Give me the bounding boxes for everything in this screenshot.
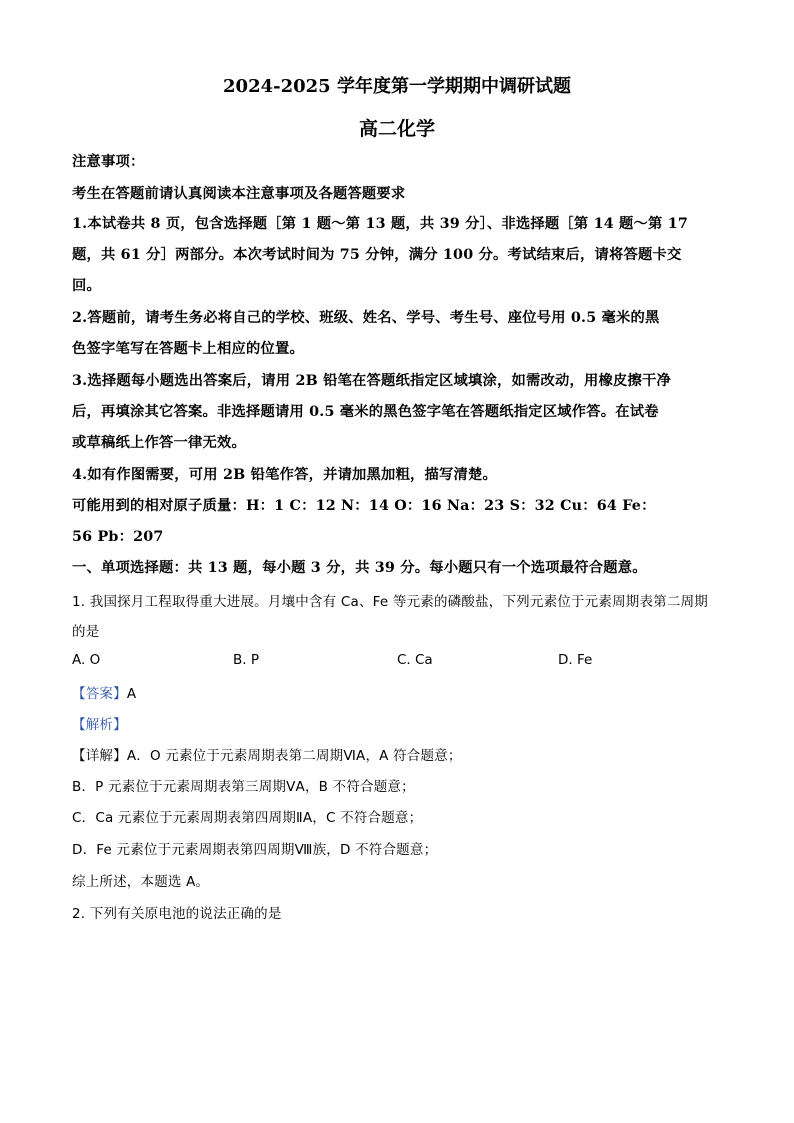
q1-option-b: B. P	[233, 652, 259, 668]
notice-heading: 注意事项：	[72, 154, 145, 170]
q1-option-c: C. Ca	[397, 652, 433, 668]
exam-subject: 高二化学	[358, 118, 435, 140]
exam-title: 2024-2025 学年度第一学期期中调研试题	[223, 76, 571, 97]
q2-stem: 2. 下列有关原电池的说法正确的是	[72, 906, 282, 922]
q1-option-d: D. Fe	[558, 652, 593, 668]
notice-intro: 考生在答题前请认真阅读本注意事项及各题答题要求	[72, 186, 406, 202]
q1-detail-line: D．Fe 元素位于元素周期表第四周期Ⅷ族，D 不符合题意；	[72, 842, 438, 858]
notice-line: 题，共 61 分］两部分。本次考试时间为 75 分钟，满分 100 分。考试结束后，请将答题卡交	[72, 247, 682, 263]
q1-detail-line: C．Ca 元素位于元素周期表第四周期ⅡA，C 不符合题意；	[72, 810, 423, 826]
notice-line: 3.选择题每小题选出答案后，请用 2B 铅笔在答题纸指定区域填涂，如需改动，用橡皮擦干净	[72, 373, 671, 389]
notice-line: 色签字笔写在答题卡上相应的位置。	[72, 341, 304, 357]
notice-line: 后，再填涂其它答案。非选择题请用 0.5 毫米的黑色签字笔在答题纸指定区域作答。在试卷	[72, 404, 659, 420]
analysis-tag: 【解析】	[72, 717, 127, 733]
notice-line: 4.如有作图需要，可用 2B 铅笔作答，并请加黑加粗，描写清楚。	[72, 467, 498, 483]
answer-value: A	[126, 686, 137, 702]
q1-option-a: A. O	[72, 652, 101, 668]
notice-line: 或草稿纸上作答一律无效。	[72, 435, 246, 451]
section-heading: 一、单项选择题：共 13 题，每小题 3 分，共 39 分。每小题只有一个选项最符合题意。	[72, 560, 647, 576]
q1-analysis-heading	[72, 713, 127, 733]
detail-text: A．O 元素位于元素周期表第二周期ⅥA，A 符合题意；	[126, 748, 462, 764]
q1-detail-line: B．P 元素位于元素周期表第三周期ⅤA，B 不符合题意；	[72, 779, 415, 795]
atomic-masses-line2: 56 Pb：207	[72, 529, 164, 545]
notice-line: 回。	[72, 278, 101, 294]
answer-tag: 【答案】	[72, 686, 127, 702]
atomic-masses-line1: 可能用到的相对原子质量：H：1 C：12 N：14 O：16 Na：23 S：32 Cu：64 Fe：	[72, 498, 656, 514]
notice-line: 2.答题前，请考生务必将自己的学校、班级、姓名、学号、考生号、座位号用 0.5 毫米的黑	[72, 310, 660, 326]
q1-conclusion: 综上所述，本题选 A。	[72, 874, 210, 890]
notice-line: 1.本试卷共 8 页，包含选择题［第 1 题～第 13 题，共 39 分］、非选择题［第 14 题～第 17	[72, 216, 689, 232]
detail-tag: 【详解】	[72, 748, 127, 764]
q1-detail-line	[72, 744, 462, 764]
q1-stem-line1: 1. 我国探月工程取得重大进展。月壤中含有 Ca、Fe 等元素的磷酸盐，下列元素位于元素周期表第二周期	[72, 594, 708, 610]
q1-stem-line2: 的是	[72, 624, 100, 640]
q1-answer	[72, 682, 136, 702]
